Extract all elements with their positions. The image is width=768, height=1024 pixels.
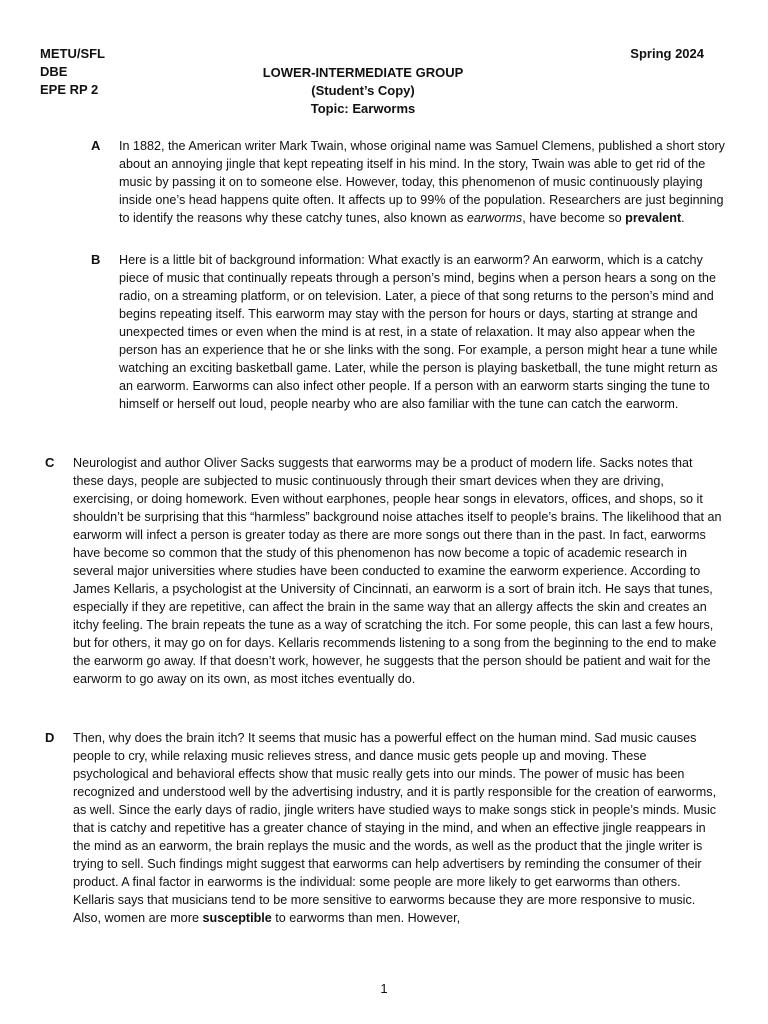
header-term: Spring 2024 <box>630 46 704 61</box>
paragraph-a-italic-term: earworms <box>466 211 523 225</box>
paragraph-label-c: C <box>45 455 55 470</box>
paragraph-a-part-2: , have become so <box>522 211 626 225</box>
paragraph-d-part-2: to earworms than men. However, <box>271 911 461 925</box>
paragraph-b <box>91 251 729 413</box>
header-topic: Topic: Earworms <box>310 101 416 116</box>
header-center-block <box>0 64 726 118</box>
paragraph-label-d: D <box>45 730 55 745</box>
paragraph-text-b: Here is a little bit of background information: What exactly is an earworm? An earworm, which is a catchy piece of music that continually repeats through a person’s mind, begins when a person hears a song on the radio, on a streaming platform, or on television. Later, a piece of that song returns to the person’s mind and begins repeating itself. This earworm may stay with the person for hours or days, starting at strange and unexpected times or even when the mind is at rest, in a state of relaxation. It may also appear when the person has an experience that he or she links with the song. For example, a person might hear a tune while watching an exciting basketball game. Later, while the person is playing basketball, the tune might return as an earworm. Earworms can also infect other people. If a person with an earworm starts singing the tune to himself or herself out loud, people nearby who are also familiar with the tune can catch the earworm. <box>119 253 718 411</box>
paragraph-a-bold-term: prevalent <box>625 211 682 225</box>
paragraph-a-part-1: In 1882, the American writer Mark Twain, whose original name was Samuel Clemens, published a short story about an annoying jingle that kept repeating itself in his mind. In the story, Twain was able to get rid of the music by passing it on to someone else. However, today, this phenomenon of music continuously playing inside one’s head happens quite often. It affects up to 99% of the population. Researchers are just beginning to identify the reasons why these catchy tunes, also known as <box>119 139 725 225</box>
header-department: DBE <box>40 64 68 79</box>
header-institution: METU/SFL <box>40 46 105 61</box>
paragraph-text-c: Neurologist and author Oliver Sacks suggests that earworms may be a product of modern life. Sacks notes that these days, people are subjected to music continuously through their smart devices when they are driving, exercising, or doing homework. Even without earphones, people hear songs in elevators, offices, and shops, so it shouldn’t be surprising that this “harmless” background noise attaches itself to people’s brains. The likelihood that an earworm will infect a person is greater today as there are more songs out there than in the past. In fact, earworms have become so common that the study of this phenomenon has now become a topic of academic research in several major universities where studies have been conducted to examine the earworm experience. According to James Kellaris, a psychologist at the University of Cincinnati, an earworm is a sort of brain itch. He says that tunes, especially if they are repetitive, can affect the brain in the same way that an allergy affects the skin and creates an itchy feeling. The brain repeats the tune as a way of scratching the itch. For some people, this can last a few hours, but for others, it may go on for days. Kellaris recommends listening to a song from the beginning to the end to make the earworm go away. If that doesn’t work, however, he suggests that the person should be patient and wait for the earworm to go away on its own, as most itches eventually do. <box>73 456 722 686</box>
paragraph-c <box>45 454 725 688</box>
paragraph-text-d <box>73 729 725 927</box>
page-number: 1 <box>380 981 388 996</box>
paragraph-d <box>45 729 725 927</box>
header-course-code: EPE RP 2 <box>40 82 99 97</box>
header-copy-type: (Student’s Copy) <box>311 83 415 98</box>
paragraph-d-bold-term: susceptible <box>202 911 272 925</box>
paragraph-a <box>91 137 729 227</box>
paragraph-label-a: A <box>91 138 101 153</box>
paragraph-text-a <box>119 137 729 227</box>
paragraph-d-part-1: Then, why does the brain itch? It seems that music has a powerful effect on the human mind. Sad music causes people to cry, while relaxing music relieves stress, and dance music gets people up and moving. These psychological and behavioral effects show that music really gets into our minds. The power of music has been recognized and understood well by the advertising industry, and it is partly responsible for the creation of earworms, as well. Since the early days of radio, jingle writers have studied ways to make songs stick in people’s minds. Music that is catchy and repetitive has a greater chance of staying in the mind, and when an effective jingle reappears in the mind as an earworm, the brain replays the music and the words, as well as the product that the jingle writer is trying to sell. Such findings might suggest that earworms can help advertisers by reminding the consumer of their product. A final factor in earworms is the individual: some people are more likely to get earworms than others. Kellaris says that musicians tend to be more sensitive to earworms because they are more responsive to music. Also, women are more <box>73 731 717 925</box>
paragraph-label-b: B <box>91 252 101 267</box>
paragraph-a-part-3: . <box>681 211 685 225</box>
header-group-title: LOWER-INTERMEDIATE GROUP <box>262 65 464 80</box>
